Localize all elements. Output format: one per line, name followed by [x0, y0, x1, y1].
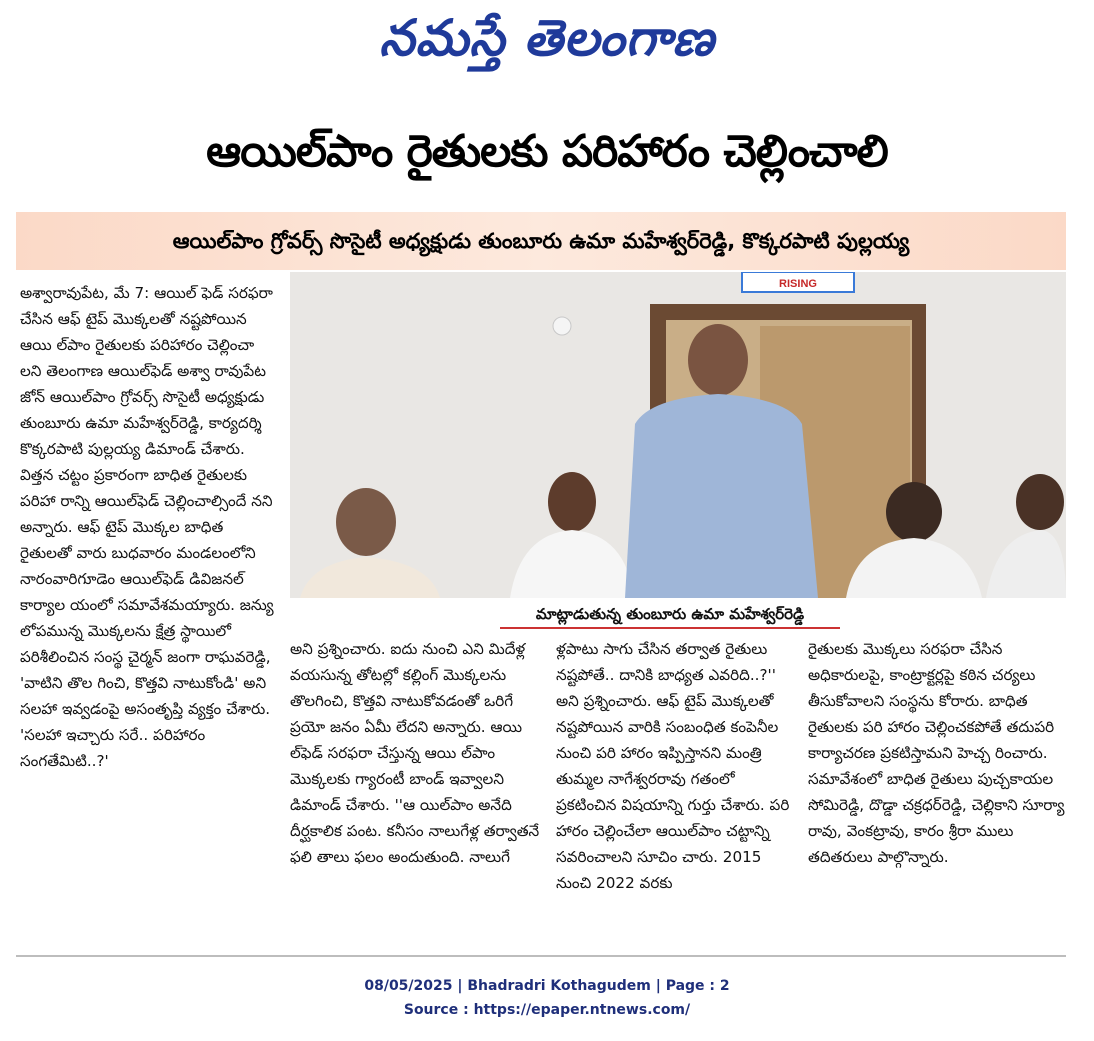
source-link[interactable]: Source : https://epaper.ntnews.com/ — [403, 1002, 691, 1018]
article-subheadline: ఆయిల్‌పాం గ్రోవర్స్ సొసైటీ అధ్యక్షుడు తుంబూరు ఉమా మహేశ్వర్‌రెడ్డి, కొక్కరపాటి పుల్లయ్య — [172, 229, 910, 253]
article-headline: ఆయిల్‌పాం రైతులకు పరిహారం చెల్లించాలి — [206, 126, 888, 177]
article-column-2: అని ప్రశ్నించారు. ఐదు నుంచి ఎని మిదేళ్ల వయసున్న తోటల్లో కల్లింగ్ మొక్కలను తొలగించి, కొత్తవి నాటుకోవడంతో ఒరిగే ప్రయో జనం ఏమీ లేదని అన్నారు. ఆయి ల్‌ఫెడ్ సరఫరా చేస్తున్న ఆయి ల్‌పాం మొక్కలకు గ్యారంటీ బాండ్ ఇవ్వాలని డిమాండ్ చేశారు. ''ఆ యిల్‌పాం అనేది దీర్ఘకాలిక పంట. కనీసం నాలుగేళ్ల తర్వాతనే ఫలి తాలు ఫలం అందుతుంది. నాలుగే — [290, 640, 540, 866]
sign-board-text: RISING — [779, 278, 817, 290]
article-photo — [290, 272, 1066, 598]
article-column-4: రైతులకు మొక్కలు సరఫరా చేసిన అధికారులపై, కాంట్రాక్టర్లపై కఠిన చర్యలు తీసుకోవాలని సంస్థను కోరారు. బాధిత రైతులకు పరి హారం చెల్లించకపోతే తదుపరి కార్యాచరణ ప్రకటిస్తామని హెచ్చ రించారు. సమావేశంలో బాధిత రైతులు పుచ్చకాయల సోమిరెడ్డి, దొడ్డా చక్రధర్‌రెడ్డి, చెల్లికాని సూర్యా రావు, వెంకట్రావు, కారం శ్రీరా ములు తదితరులు పాల్గొన్నారు. — [808, 640, 1065, 866]
edition-info: 08/05/2025 | Bhadradri Kothagudem | Page : 2 — [364, 978, 730, 994]
article-column-1: అశ్వారావుపేట, మే 7: ఆయిల్ ఫెడ్ సరఫరా చేసిన ఆఫ్ టైప్ మొక్కలతో నష్టపోయిన ఆయి ల్‌పాం రైతులకు పరిహారం చెల్లించా లని తెలంగాణ ఆయిల్‌ఫెడ్ అశ్వా రావుపేట జోన్ ఆయిల్‌పాం గ్రోవర్స్ సొసైటీ అధ్యక్షుడు తుంబూరు ఉమా మహేశ్వర్‌రెడ్డి, కార్యదర్శి కొక్కరపాటి పుల్లయ్య డిమాండ్ చేశారు. విత్తన చట్టం ప్రకారంగా బాధిత రైతులకు పరిహా రాన్ని ఆయిల్‌ఫెడ్ చెల్లించాల్సిందే నని అన్నారు. ఆఫ్ టైప్ మొక్కల బాధిత రైతులతో వారు బుధవారం మండలంలోని నారంవారిగూడెం ఆయిల్‌ఫెడ్ డివిజనల్ కార్యాల యంలో సమావేశమయ్యారు. జన్యు లోపమున్న మొక్కలను క్షేత్ర స్థాయిలో పరిశీలించిన సంస్థ చైర్మన్ జంగా రాఘవరెడ్డి, 'వాటిని తొల గించి, కొత్తవి నాటుకోండి' అని సలహా ఇవ్వడంపై అసంతృప్తి వ్యక్తం చేశారు. 'సలహా ఇచ్చారు సరే.. పరిహారం సంగతేమిటి..?' — [20, 284, 274, 770]
photo-caption: మాట్లాడుతున్న తుంబూరు ఉమా మహేశ్వర్‌రెడ్డి — [500, 601, 840, 629]
article-column-3: ళ్లపాటు సాగు చేసిన తర్వాత రైతులు నష్టపోతే.. దానికి బాధ్యత ఎవరిది..?'' అని ప్రశ్నించారు. ఆఫ్ టైప్ మొక్కలతో నష్టపోయిన వారికి సంబంధిత కంపెనీల నుంచి పరి హారం ఇప్పిస్తానని మంత్రి తుమ్మల నాగేశ్వరరావు గతంలో ప్రకటించిన విషయాన్ని గుర్తు చేశారు. పరి హారం చెల్లించేలా ఆయిల్‌పాం చట్టాన్ని సవరించాలని సూచిం చారు. 2015 నుంచి 2022 వరకు — [556, 640, 790, 892]
standing-speaker — [625, 394, 818, 598]
newspaper-masthead: నమస్తే తెలంగాణ — [379, 9, 715, 67]
footer-divider — [16, 955, 1066, 957]
meeting-photo-illustration — [290, 272, 1066, 598]
